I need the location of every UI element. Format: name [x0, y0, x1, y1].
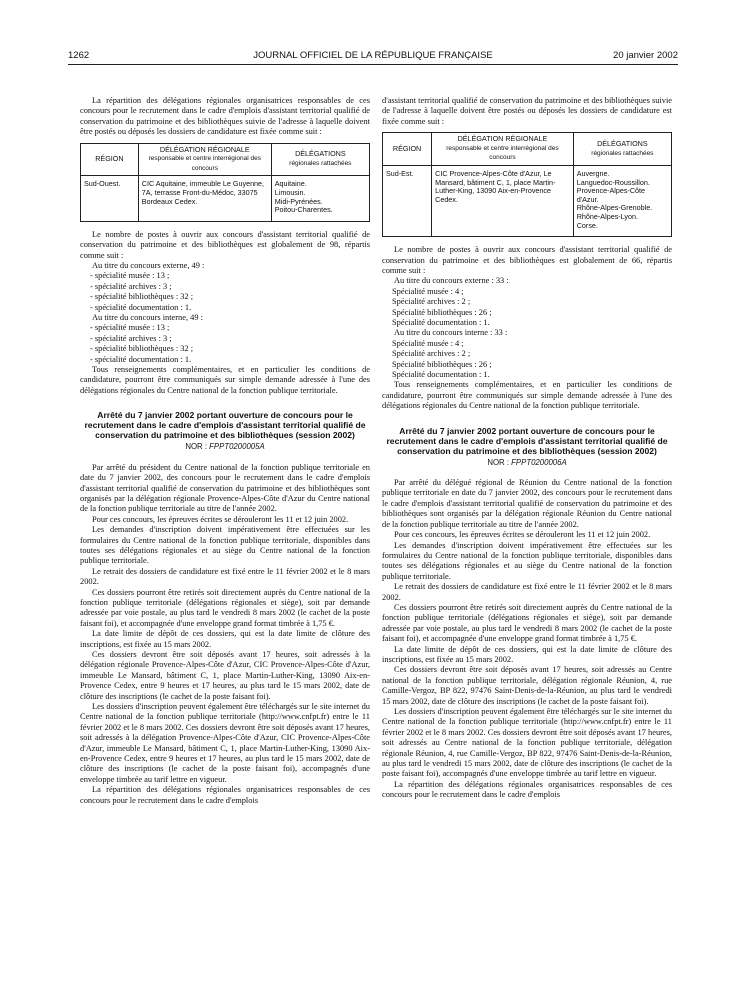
header-region: RÉGION [81, 143, 139, 176]
body-paragraph: La répartition des délégations régionales organisatrices responsables de ces concours pour le recrutement dans le cadre d'emplois [80, 785, 370, 805]
list-item: Spécialité bibliothèques : 26 ; [392, 307, 492, 317]
nor-label: NOR : [487, 457, 509, 467]
body-paragraph: La date limite de dépôt de ces dossiers, qui est la date limite de clôture des inscriptions, est fixée au 15 mars 2002. [382, 644, 672, 664]
rattachee-item: Corse. [576, 220, 598, 230]
rattachee-item: Languedoc-Roussillon. [576, 177, 650, 187]
table-header-row [81, 143, 370, 176]
body-paragraph: Le retrait des dossiers de candidature est fixé entre le 11 février 2002 et le 8 mars 2002. [80, 566, 370, 587]
rattachee-item: Limousin. [274, 188, 306, 197]
nor-code: FPPT0200005A [209, 442, 265, 452]
body-paragraph: Ces dossiers devront être soit déposés avant 17 heures, soit adressés à la délégation régionale Provence-Alpes-Côte d'Azur, CIC Provence-Alpes-Côte d'Azur, immeuble Le Mansard, bâtiment C, 1, place Martin-Luther-King, 13090 Aix-en-Provence Cedex, entre 9 heures et 17 heures, au plus tard le 15 mars 2002, date de clôture des inscriptions (le cachet de la poste faisant foi). [80, 650, 370, 701]
body-paragraph: La répartition des délégations régionales organisatrices responsables de ces concours pour le recrutement dans le cadre d'emplois [382, 779, 672, 800]
header-rattachees-sub: régionales rattachées [289, 160, 352, 168]
header-delegation [138, 143, 271, 176]
list-item: - spécialité documentation : 1. [90, 354, 192, 364]
rattachee-item: Rhône-Alpes-Grenoble. [576, 203, 653, 213]
list-item: - spécialité documentation : 1. [90, 302, 192, 312]
header-rattachees [573, 133, 671, 166]
list-item: - spécialité archives : 3 ; [90, 281, 172, 291]
issue-date: 20 janvier 2002 [613, 50, 678, 61]
rattachee-item: Aquitaine. [274, 179, 307, 189]
header-rattachees-label: DÉLÉGATIONS [295, 149, 346, 159]
list-item: Spécialité musée : 4 ; [392, 286, 464, 296]
body-paragraph: Pour ces concours, les épreuves écrites se dérouleront les 11 et 12 juin 2002. [92, 514, 349, 524]
page-header [68, 50, 678, 64]
list-item: - spécialité musée : 13 ; [90, 271, 170, 281]
page-number: 1262 [68, 50, 90, 61]
cell-rattachees [271, 176, 369, 221]
cell-delegation: CIC Aquitaine, immeuble Le Guyenne, 7A, terrasse Front-du-Médoc, 33075 Bordeaux Cedex. [138, 176, 271, 221]
body-paragraph: Ces dossiers devront être soit déposés avant 17 heures, soit adressés au Centre national de la fonction publique territoriale, délégation régionale Réunion, 4, rue Camille-Vergoz, BP 822, 97476 Saint-Denis-de-la-Réunion, au plus tard le vendredi 15 mars 2002, date de clôture des inscriptions (le cachet de la poste faisant foi). [382, 665, 672, 706]
renseignements-paragraph: Tous renseignements complémentaires, et en particulier les conditions de candidature, pourront être communiqués sur simple demande adressée à l'une des délégations régionales du Centre national de la fonction publique territoriale. [382, 380, 672, 411]
table-row [81, 176, 370, 221]
delegations-table [80, 143, 370, 222]
body-paragraph: Le retrait des dossiers de candidature est fixé entre le 11 février 2002 et le 8 mars 2002. [382, 582, 672, 602]
list-item: Spécialité documentation : 1. [392, 370, 490, 380]
body-paragraph: Par arrêté du délégué régional de Réunion du Centre national de la fonction publique territoriale en date du 7 janvier 2002, des concours pour le recrutement dans le cadre d'emplois d'assistant territorial qualifié de conservation du patrimoine et des bibliothèques sont organisés par la délégation régionale Réunion du Centre national de la fonction publique territoriale au titre de l'année 2002. [382, 478, 672, 529]
table-header-row [383, 133, 672, 166]
journal-title: JOURNAL OFFICIEL DE LA RÉPUBLIQUE FRANÇAISE [253, 50, 493, 61]
header-delegation-sub: responsable et centre interrégional des concours [148, 155, 261, 172]
list-item: Spécialité archives : 2 ; [392, 349, 471, 359]
list-item: Spécialité bibliothèques : 26 ; [392, 359, 492, 369]
left-column [80, 96, 370, 806]
rattachee-item: Midi-Pyrénées. [274, 196, 323, 206]
list-item: - spécialité bibliothèques : 32 ; [90, 344, 194, 354]
list-item: - spécialité archives : 3 ; [90, 333, 172, 343]
interne-title: Au titre du concours interne : 33 : [394, 328, 508, 338]
header-delegation-sub: responsable et centre interrégional des concours [446, 144, 559, 162]
header-rattachees [271, 143, 369, 176]
body-paragraph: Les demandes d'inscription doivent impérativement être effectuées sur les formulaires du Centre national de la fonction publique territoriale, disponibles dans toutes ses délégations régionales et au siège du Centre national de la fonction publique territoriale. [80, 525, 370, 566]
header-region: RÉGION [383, 133, 432, 166]
postes-paragraph: Le nombre de postes à ouvrir aux concours d'assistant territorial qualifié de conservation du patrimoine et des bibliothèques est globalement de 66, répartis comme suit : [382, 245, 672, 275]
body-paragraph: Les dossiers d'inscription peuvent également être téléchargés sur le site internet du Centre national de la fonction publique territoriale (http://www.cnfpt.fr) entre le 11 février 2002 et le 8 mars 2002. Ces dossiers devront être soit déposés avant 17 heures, soit adressés au Centre national de la fonction publique territoriale, délégation régionale Réunion, 4, rue Camille-Vergoz, BP 822, 97476 Saint-Denis-de-la-Réunion, au plus tard le vendredi 15 mars 2002, date de clôture des inscriptions (le cachet de la poste faisant foi), accompagnés d'une enveloppe timbrée au tarif lettre en vigueur. [382, 707, 672, 779]
nor-reference [80, 442, 370, 452]
body-paragraph: Par arrêté du président du Centre national de la fonction publique territoriale en date du 7 janvier 2002, des concours pour le recrutement dans le cadre d'emplois d'assistant territorial qualifié de conservation du patrimoine et des bibliothèques sont organisés par la délégation régionale Provence-Alpes-Côte d'Azur du Centre national de la fonction publique territoriale au titre de l'année 2002. [80, 462, 370, 514]
right-column [382, 96, 672, 801]
interne-title: Au titre du concours interne, 49 : [92, 313, 203, 323]
list-item: Spécialité documentation : 1. [392, 318, 490, 327]
arrete-title: Arrêté du 7 janvier 2002 portant ouverture de concours pour le recrutement dans le cadre d'emplois d'assistant territorial qualifié de conservation du patrimoine et des bibliothèques (session 2002) [84, 410, 366, 441]
nor-label: NOR : [185, 442, 207, 452]
list-item: - spécialité bibliothèques : 32 ; [90, 292, 194, 302]
header-rattachees-sub: régionales rattachées [591, 149, 654, 157]
body-paragraph: Les dossiers d'inscription peuvent également être téléchargés sur le site internet du Centre national de la fonction publique territoriale (http://www.cnfpt.fr) entre le 11 février 2002 et le 8 mars 2002. Ces dossiers devront être soit déposés avant 17 heures, soit adressés à la délégation Provence-Alpes-Côte d'Azur, CIC Provence-Alpes-Côte d'Azur, immeuble Le Mansard, bâtiment C, 1, place Martin-Luther-King, 13090 Aix-en-Provence Cedex, entre 9 heures et 17 heures, au plus tard le 15 mars 2002, date de clôture des inscriptions (le cachet de la poste faisant foi), accompagnés d'une enveloppe timbrée au tarif lettre en vigueur. [80, 702, 370, 784]
body-paragraph: Pour ces concours, les épreuves écrites se dérouleront les 11 et 12 juin 2002. [394, 530, 651, 540]
externe-title: Au titre du concours externe, 49 : [92, 261, 205, 270]
body-paragraph: Ces dossiers pourront être retirés soit directement auprès du Centre national de la fonction publique territoriale (délégations régionales et siège), soit par demande adressée par voie postale, au plus tard le vendredi 8 mars 2002 (le cachet de la poste faisant foi), et accompagnée d'une enveloppe grand format timbrée à 1,75 €. [382, 602, 672, 644]
arrete-title: Arrêté du 7 janvier 2002 portant ouverture de concours pour le recrutement dans le cadre d'emplois d'assistant territorial qualifié de conservation du patrimoine et des bibliothèques (session 2002) [386, 425, 668, 456]
postes-paragraph: Le nombre de postes à ouvrir aux concours d'assistant territorial qualifié de conservation du patrimoine et des bibliothèques est globalement de 98, répartis comme suit : [80, 229, 370, 260]
list-item: - spécialité musée : 13 ; [90, 323, 170, 333]
intro-paragraph: La répartition des délégations régionales organisatrices responsables de ces concours pour le recrutement dans le cadre d'emplois d'assistant territorial qualifié de conservation du patrimoine et des bibliothèques suivie de l'adresse à laquelle doivent être postés ou déposés les dossiers de candidature est fixée comme suit : [80, 96, 370, 137]
cell-delegation: CIC Provence-Alpes-Côte d'Azur, Le Mansard, bâtiment C, 1, place Martin-Luther-King, 13090 Aix-en-Provence Cedex. [432, 166, 574, 237]
body-paragraph: Ces dossiers pourront être retirés soit directement auprès du Centre national de la fonction publique territoriale (délégations régionales et siège), soit par demande adressée par voie postale, au plus tard le vendredi 8 mars 2002 (le cachet de la poste faisant foi), et accompagnée d'une enveloppe grand format timbrée à 1,75 €. [80, 587, 370, 628]
list-item: Spécialité musée : 4 ; [392, 338, 464, 348]
delegations-table [382, 132, 672, 237]
rattachee-item: Rhône-Alpes-Lyon. [576, 211, 638, 221]
renseignements-paragraph: Tous renseignements complémentaires, et en particulier les conditions de candidature, pourront être communiqués sur simple demande adressée à l'une des délégations régionales du Centre national de la fonction publique territoriale. [80, 365, 370, 395]
rattachee-item: Poitou-Charentes. [274, 205, 333, 215]
rattachee-item: Provence-Alpes-Côte d'Azur. [576, 186, 646, 204]
cell-region: Sud-Est. [383, 166, 432, 237]
body-paragraph: La date limite de dépôt de ces dossiers, qui est la date limite de clôture des inscriptions, est fixée au 15 mars 2002. [80, 629, 370, 649]
nor-reference [382, 458, 672, 468]
body-paragraph: Les demandes d'inscription doivent impérativement être effectuées sur les formulaires du Centre national de la fonction publique territoriale, disponibles dans toutes ses délégations régionales et au siège du Centre national de la fonction publique territoriale. [382, 540, 672, 581]
externe-title: Au titre du concours externe : 33 : [394, 276, 509, 286]
intro-paragraph: d'assistant territorial qualifié de conservation du patrimoine et des bibliothèques suivie de l'adresse à laquelle doivent être postés ou déposés les dossiers de candidature est fixée comme suit : [382, 96, 672, 126]
list-item: Spécialité archives : 2 ; [392, 297, 471, 307]
header-rule [68, 64, 678, 65]
header-delegation-label: DÉLÉGATION RÉGIONALE [159, 144, 250, 154]
table-row [383, 166, 672, 237]
cell-region: Sud-Ouest. [81, 176, 139, 221]
nor-code: FPPT0200006A [511, 457, 567, 467]
rattachee-item: Auvergne. [576, 169, 610, 178]
header-rattachees-label: DÉLÉGATIONS [597, 139, 648, 149]
header-delegation-label: DÉLÉGATION RÉGIONALE [457, 134, 548, 144]
header-delegation [432, 133, 574, 166]
cell-rattachees [573, 166, 671, 237]
